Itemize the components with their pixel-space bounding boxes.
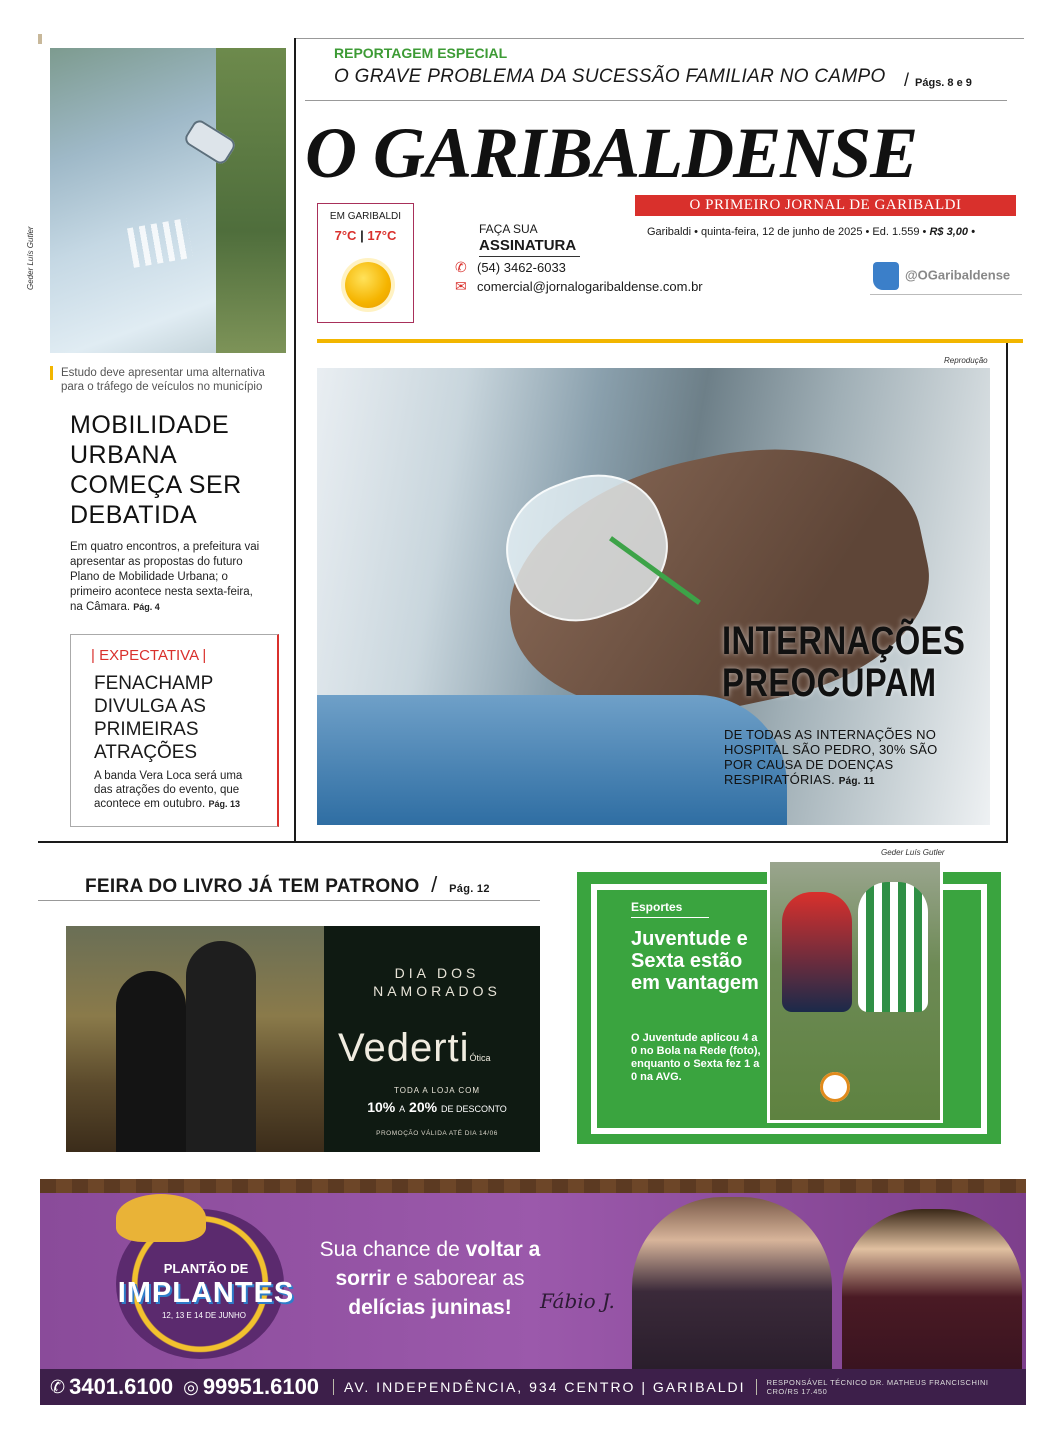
hospital-gown	[317, 695, 787, 825]
expectativa-text: A banda Vera Loca será uma das atrações do evento, que acontece em outubro.	[94, 770, 243, 810]
ad-line-1: TODA A LOJA COM	[394, 1086, 480, 1095]
dentist-photo	[842, 1209, 1022, 1369]
edition-line	[647, 226, 975, 238]
whatsapp-icon: ◎	[183, 1376, 199, 1397]
main-headline[interactable]	[722, 620, 965, 704]
brand-suffix: Ótica	[469, 1053, 491, 1063]
feira-page-ref: Pág. 12	[449, 883, 490, 895]
badge-dates: 12, 13 E 14 DE JUNHO	[161, 1311, 247, 1320]
brand-name: Vederti	[338, 1026, 470, 1070]
vederti-logo	[338, 1026, 491, 1071]
expectativa-body	[94, 769, 264, 811]
special-headline[interactable]: O GRAVE PROBLEMA DA SUCESSÃO FAMILIAR NO CAMPO	[334, 66, 886, 87]
straw-hat-icon	[116, 1194, 206, 1242]
temperature-range	[318, 228, 413, 243]
feira-rule	[38, 900, 540, 901]
column-divider	[294, 38, 296, 842]
photo-credit: Geder Luís Gutler	[26, 226, 35, 290]
special-pages-text: Págs. 8 e 9	[915, 77, 972, 89]
temp-max: 17°C	[367, 228, 397, 243]
player-red	[782, 892, 852, 1012]
temp-separator: |	[360, 228, 364, 243]
main-photo-credit: Reprodução	[944, 356, 988, 365]
photo-caption: Estudo deve apresentar uma alternativa para o tráfego de veículos no município	[61, 367, 265, 393]
facebook-rule	[870, 294, 1022, 295]
man-figure	[186, 941, 256, 1152]
slogan-2a: sorrir	[335, 1267, 391, 1290]
slash: /	[904, 70, 910, 90]
weather-label: EM GARIBALDI	[329, 211, 402, 222]
expectativa-headline[interactable]: FENACHAMP DIVULGA AS PRIMEIRAS ATRAÇÕES	[94, 673, 213, 763]
couple-photo	[66, 926, 324, 1152]
esportes-photo-credit: Geder Luís Gutler	[881, 848, 945, 857]
subscription-small: FAÇA SUA	[479, 222, 538, 236]
soccer-ball	[820, 1072, 850, 1102]
implant-whatsapp[interactable]: 99951.6100	[202, 1374, 320, 1399]
main-page-ref: Pág. 11	[838, 776, 875, 787]
slogan-2b: e saborear as	[390, 1267, 525, 1290]
left-story-page-ref: Pág. 4	[133, 602, 160, 612]
traffic-photo	[50, 48, 286, 353]
price: R$ 3,00 •	[929, 226, 975, 238]
feira-headline-text: FEIRA DO LIVRO JÁ TEM PATRONO	[85, 876, 420, 897]
esportes-kicker: Esportes	[631, 900, 709, 918]
phone-icon: ✆	[50, 1376, 66, 1397]
main-headline-line-1: INTERNAÇÕES	[722, 619, 966, 663]
edition-info: Garibaldi • quinta-feira, 12 de junho de 2025 • Ed. 1.559 •	[647, 226, 927, 238]
facebook-like-icon	[873, 262, 899, 290]
discount-min: 10%	[367, 1099, 396, 1115]
discount-max: 20%	[409, 1099, 438, 1115]
discount-mid: A	[399, 1104, 406, 1114]
left-story-body	[70, 540, 260, 615]
phone-contact[interactable]	[455, 259, 566, 276]
special-pages	[904, 70, 972, 91]
implant-slogan	[290, 1235, 570, 1322]
grass-area	[216, 48, 286, 353]
top-rule	[296, 38, 1024, 39]
signature: Fábio J.	[540, 1289, 615, 1313]
badge-top: PLANTÃO DE	[163, 1261, 249, 1276]
main-story-accent-bar	[317, 339, 1023, 343]
badge-main: IMPLANTES	[117, 1277, 295, 1309]
ad-title-line-2: NAMORADOS	[373, 983, 501, 999]
masthead-title: O GARIBALDENSE	[305, 113, 918, 193]
main-sub-text: DE TODAS AS INTERNAÇÕES NO HOSPITAL SÃO PEDRO, 30% SÃO POR CAUSA DE DOENÇAS RESPIRATÓRIAS.	[724, 727, 938, 787]
special-rule	[305, 100, 1007, 101]
slogan-1a: Sua chance de	[319, 1238, 466, 1261]
email-contact[interactable]	[455, 278, 703, 295]
main-headline-line-2: PREOCUPAM	[722, 661, 937, 705]
soccer-photo	[767, 859, 943, 1123]
sun-icon	[345, 262, 391, 308]
ad-validity: PROMOÇÃO VÁLIDA ATÉ DIA 14/06	[376, 1130, 498, 1137]
left-story-text: Em quatro encontros, a prefeitura vai apresentar as propostas do futuro Plano de Mobilidade Urbana; o primeiro acontece nesta sexta-feira, na Câmara.	[70, 541, 260, 613]
section-rule	[38, 841, 1008, 843]
subscription-title[interactable]: ASSINATURA	[479, 237, 580, 257]
responsible-name: RESPONSÁVEL TÉCNICO DR. MATHEUS FRANCISCHINI	[766, 1378, 989, 1387]
crosswalk	[127, 218, 193, 268]
facebook-handle: @OGaribaldense	[905, 267, 1011, 283]
caption-marker	[50, 366, 53, 380]
facebook-link[interactable]	[873, 262, 1010, 290]
discount-suffix: DE DESCONTO	[440, 1104, 507, 1114]
celebrity-photo	[632, 1197, 832, 1369]
special-kicker: REPORTAGEM ESPECIAL	[334, 45, 508, 61]
weather-box	[317, 203, 414, 323]
temp-min: 7°C	[334, 228, 357, 243]
ad-title-line-1: DIA DOS	[394, 965, 480, 981]
right-border	[1006, 343, 1008, 843]
implant-phone[interactable]: 3401.6100	[69, 1374, 174, 1399]
phone-icon: ✆	[455, 259, 467, 275]
expectativa-kicker: | EXPECTATIVA |	[91, 647, 207, 664]
esportes-headline[interactable]: Juventude e Sexta estão em vantagem	[631, 928, 759, 994]
main-subheadline	[724, 727, 939, 789]
implant-address: AV. INDEPENDÊNCIA, 934 CENTRO | GARIBALDI	[333, 1379, 757, 1395]
implant-responsible	[767, 1378, 989, 1396]
email-address: comercial@jornalogaribaldense.com.br	[477, 279, 703, 294]
ad-discount	[334, 1099, 540, 1115]
mail-icon: ✉	[455, 278, 467, 294]
phone-number: (54) 3462-6033	[477, 260, 566, 275]
slogan-3: delícias juninas!	[348, 1296, 512, 1319]
implant-ad[interactable]	[40, 1179, 1026, 1405]
corner-mark	[38, 34, 42, 44]
implant-footer	[40, 1369, 1026, 1405]
feira-headline[interactable]: FEIRA DO LIVRO JÁ TEM PATRONO / Pág. 12	[85, 872, 490, 897]
player-green	[858, 882, 928, 1012]
responsible-cro: CRO/RS 17.450	[766, 1387, 828, 1396]
woman-figure	[116, 971, 186, 1152]
expectativa-box	[70, 634, 279, 827]
esportes-body: O Juventude aplicou 4 a 0 no Bola na Rede (foto), enquanto o Sexta fez 1 a 0 na AVG.	[631, 1032, 761, 1083]
vederti-ad[interactable]	[66, 926, 540, 1152]
festival-roof	[40, 1179, 1026, 1193]
slogan-1b: voltar a	[465, 1238, 541, 1261]
masthead-tagline: O PRIMEIRO JORNAL DE GARIBALDI	[635, 195, 1016, 216]
ad-title	[334, 964, 540, 1000]
left-story-headline[interactable]: MOBILIDADE URBANA COMEÇA SER DEBATIDA	[70, 411, 242, 529]
expectativa-page-ref: Pág. 13	[208, 799, 240, 809]
